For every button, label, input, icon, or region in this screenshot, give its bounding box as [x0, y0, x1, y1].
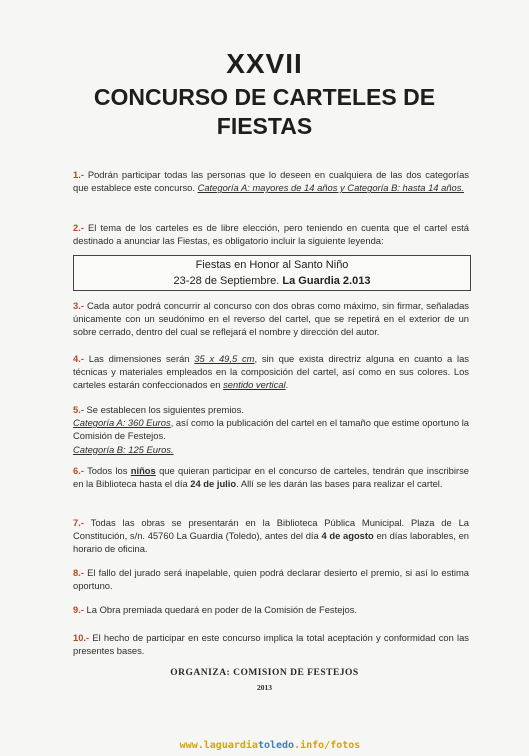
watermark-part-1: www.laguardia — [179, 740, 258, 751]
rule-number: 8.- — [73, 567, 84, 578]
rule-4 — [73, 352, 469, 392]
rule-text-cont: que quieran participar en el concurso de carteles, tendrán que inscribirse en la Biblioteca hasta el día — [73, 465, 469, 490]
registration-date: 24 de julio — [190, 478, 237, 490]
orientation-text: sentido vertical — [223, 379, 286, 391]
rule-text: El tema de los carteles es de libre elección, pero teniendo en cuenta que el cartel está destinado a anunciar las Fiestas, es obligatorio incluir la siguiente leyenda: — [73, 222, 469, 247]
prize-category-a-details: , así como la publicación del cartel en el tamaño que estime oportuno la Comisión de Festejos. — [73, 417, 469, 442]
prize-category-b: Categoría B: 125 Euros. — [73, 443, 174, 455]
rule-number: 2.- — [73, 222, 84, 233]
watermark-part-2: toledo — [257, 740, 295, 751]
rule-7 — [73, 516, 469, 556]
rule-number: 10.- — [73, 632, 90, 643]
rule-9 — [73, 603, 469, 616]
organizer-line: ORGANIZA: COMISION DE FESTEJOS — [170, 668, 359, 678]
rule-text: Cada autor podrá concurrir al concurso con dos obras como máximo, sin firmar, señaladas únicamente con un seudónimo en el reverso del cartel, que se repetirá en el exterior de un sobre cerrado, dentro del cual se reflejará el nombre y dirección del autor. — [73, 300, 469, 338]
rule-number: 5.- — [73, 404, 84, 415]
rule-text: Se establecen los siguientes premios. — [83, 404, 244, 415]
children-text: niños — [130, 465, 156, 476]
watermark-part-3: .info/fotos — [294, 740, 361, 751]
rule-text: Podrán participar todas las personas que lo deseen en cualquiera de las dos categorías que establece este concurso. — [73, 169, 469, 194]
rule-text-cont: en días laborables, en horario de oficina. — [73, 530, 470, 555]
rule-text: La Obra premiada quedará en poder de la Comisión de Festejos. — [83, 604, 358, 615]
rule-text-cont: , sin que exista directriz alguna en cuanto a las técnicas y materiales empleados en la composición del cartel, así como en sus colores. Los carteles estarán confeccionados en — [73, 353, 469, 391]
rule-5 — [73, 403, 469, 456]
legend-line-2 — [74, 273, 470, 289]
rule-number: 6.- — [73, 465, 84, 476]
categories-text: Categoría A: mayores de 14 años y Categoría B: hasta 14 años. — [197, 182, 465, 194]
legend-dates: 23-28 de Septiembre. — [173, 275, 283, 287]
prize-category-a: Categoría A: 360 Euros — [73, 417, 171, 429]
rule-2 — [73, 221, 469, 247]
title-line-2: FIESTAS — [216, 113, 313, 139]
rule-number: 9.- — [73, 604, 84, 615]
legend-place-year: La Guardia 2.013 — [282, 275, 371, 287]
legend-line-1: Fiestas en Honor al Santo Niño — [195, 259, 349, 271]
poster-size: 35 x 49,5 cm — [194, 353, 255, 364]
rule-text: Todos los — [83, 465, 131, 476]
required-legend-box — [73, 255, 471, 291]
website-watermark — [170, 740, 370, 751]
rule-text: Las dimensiones serán — [83, 353, 195, 364]
rule-number: 4.- — [73, 353, 84, 364]
title-line-1: CONCURSO DE CARTELES DE — [93, 84, 436, 110]
rule-8 — [73, 566, 469, 592]
organizer-year: 2013 — [257, 683, 272, 692]
rule-number: 7.- — [73, 517, 84, 528]
rule-10 — [73, 631, 469, 657]
deadline-date: 4 de agosto — [321, 530, 374, 542]
rule-number: 1.- — [73, 169, 84, 180]
rule-end: . — [285, 379, 289, 391]
rule-3 — [73, 299, 469, 339]
rule-text: El fallo del jurado será inapelable, quien podrá declarar desierto el premio, si así lo estima oportuno. — [73, 567, 469, 592]
title-number: XXVII — [226, 48, 303, 79]
rule-text: Todas las obras se presentarán en la Biblioteca Pública Municipal. Plaza de La Constitución, s/n. 45760 La Guardia (Toledo), antes del día — [73, 517, 469, 542]
rule-number: 3.- — [73, 300, 84, 311]
rule-6 — [73, 464, 469, 490]
rule-text-end: . Allí se les darán las bases para realizar el cartel. — [236, 478, 443, 490]
rule-1 — [73, 168, 469, 194]
rule-text: El hecho de participar en este concurso implica la total aceptación y conformidad con las presentes bases. — [73, 632, 469, 657]
